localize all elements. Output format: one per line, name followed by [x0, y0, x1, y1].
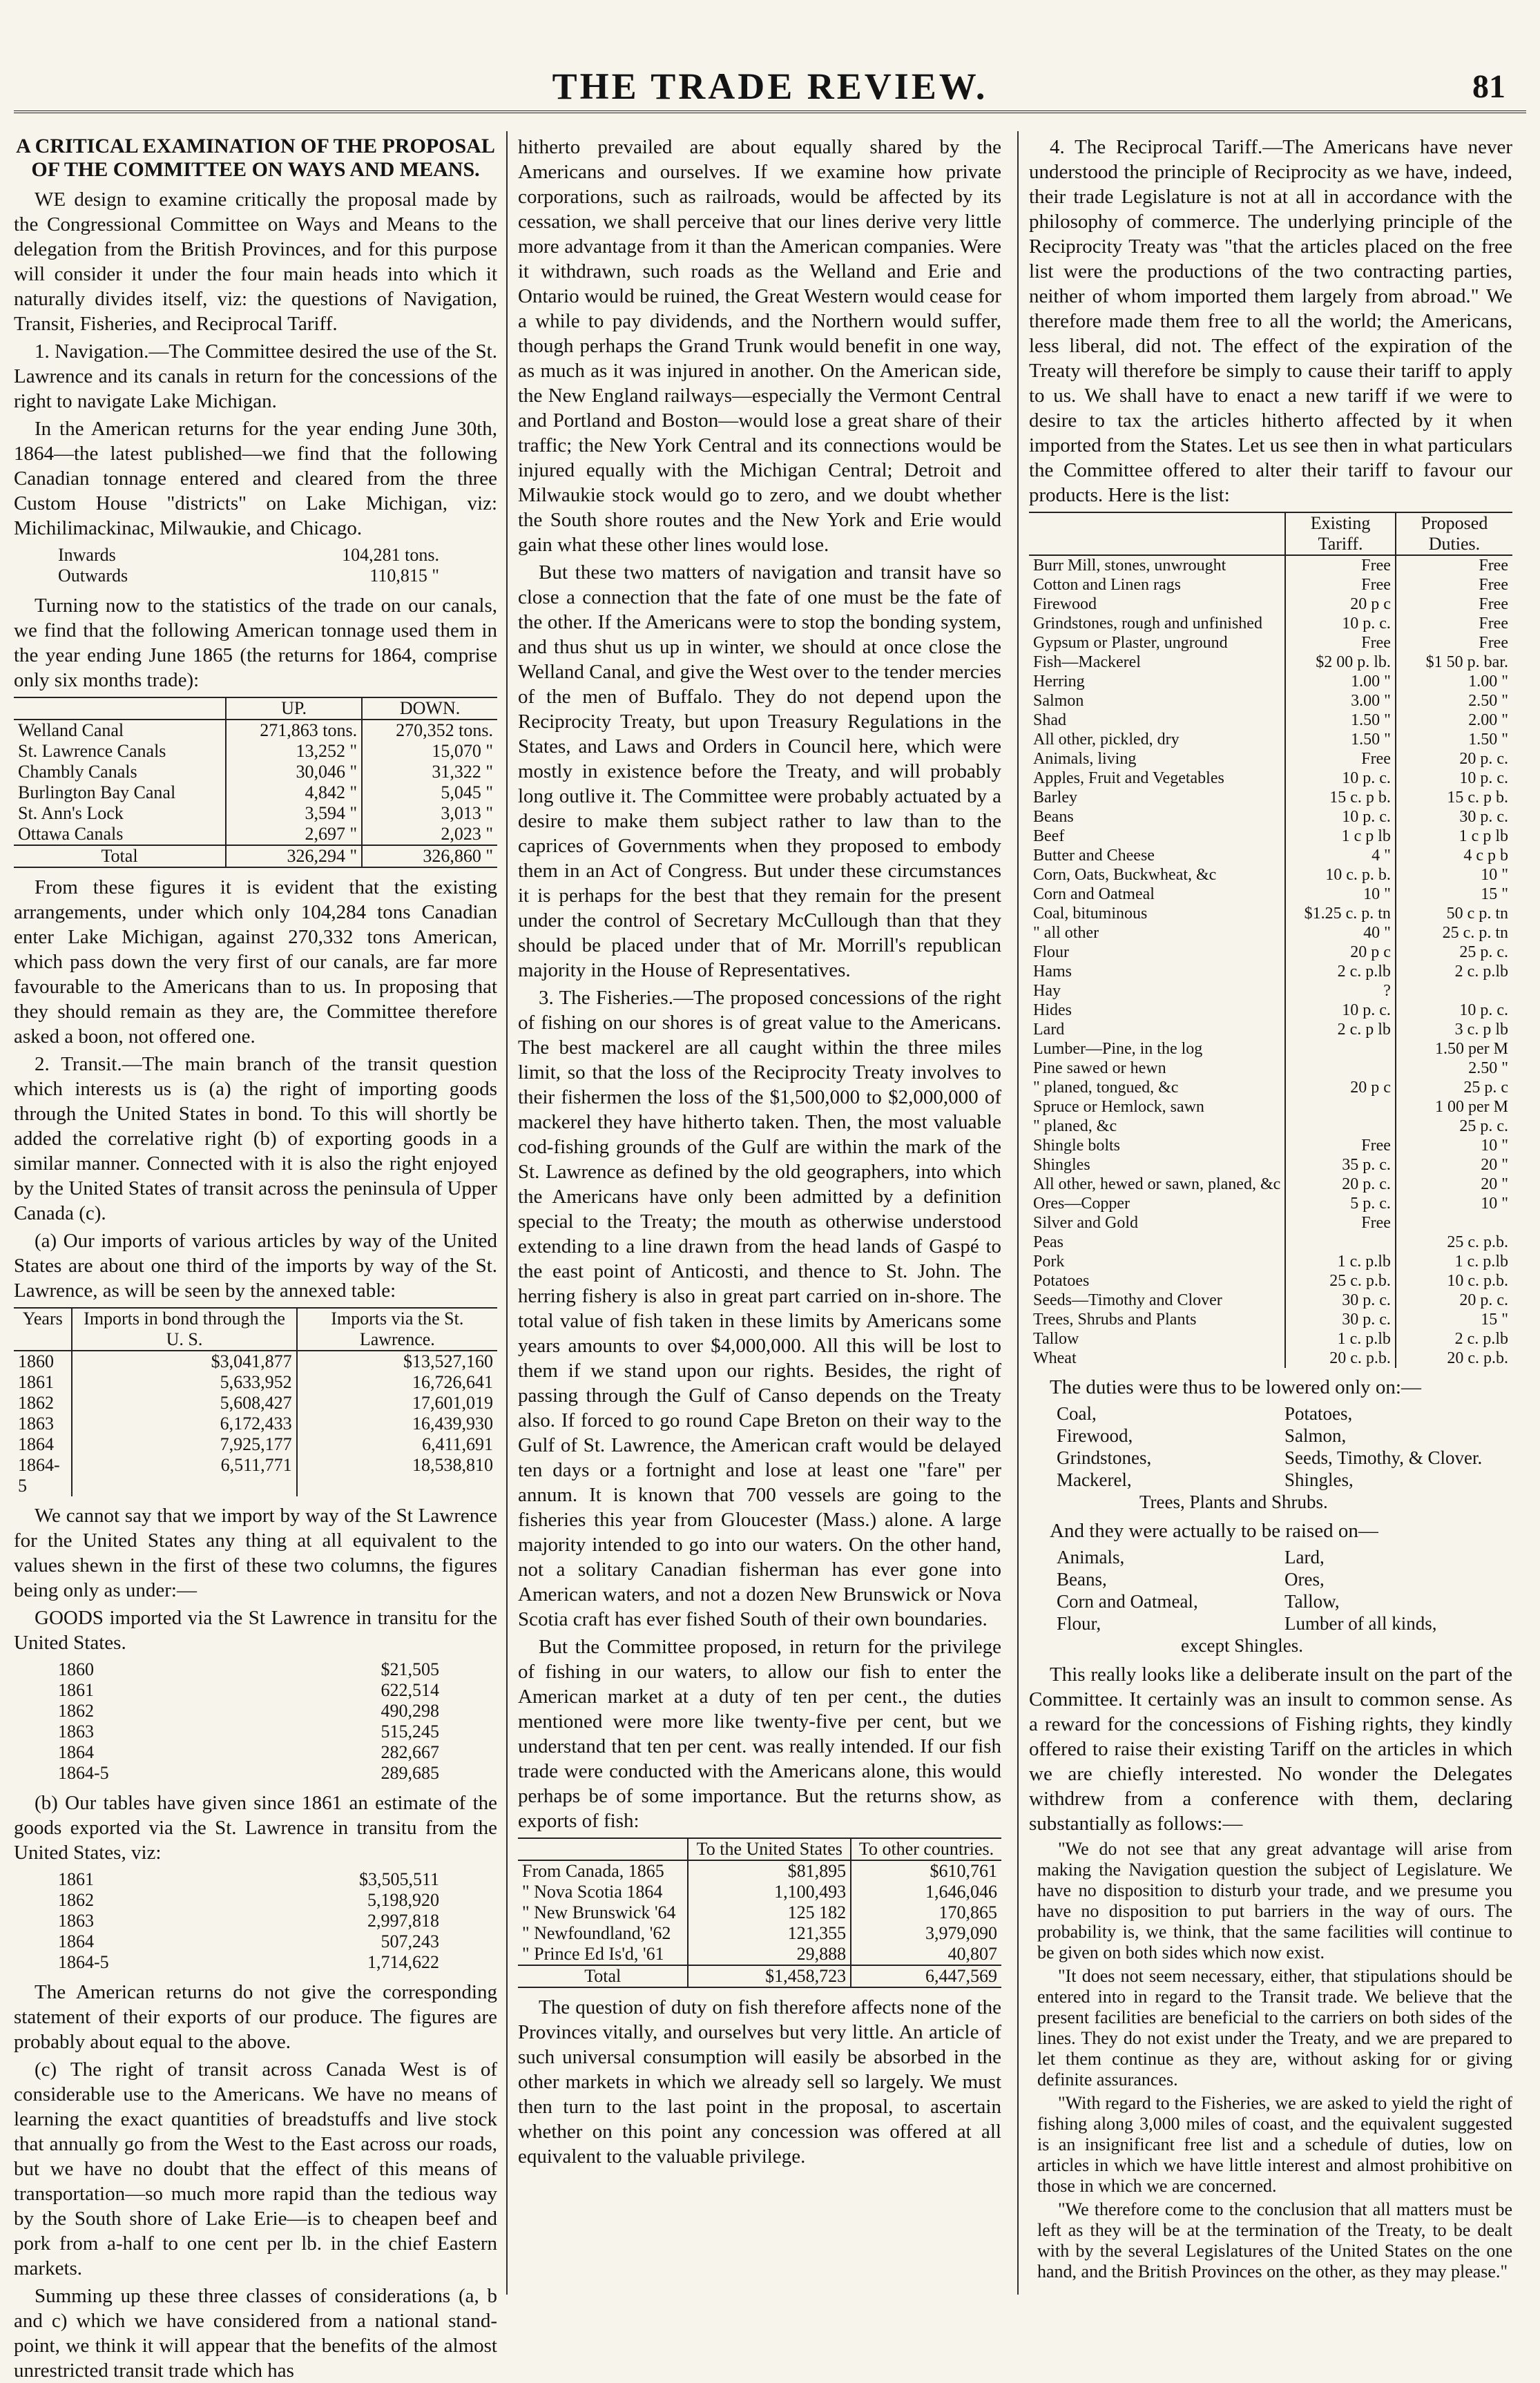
list-item: 1864-5 289,685 [58, 1763, 439, 1783]
list-item: Beans, [1057, 1569, 1107, 1590]
table-row: 1860 $3,041,877 $13,527,160 [14, 1351, 497, 1372]
column-rule [506, 131, 508, 2295]
paragraph: From these figures it is evident that the existing arrangements, under which only 104,284 tons Canadian enter Lake Michigan, against 270,332 tons American, which pass down the very first of our canals, are far more favourable to the Americans than to us. In proposing that they should remain as they are, the Committee therefore asked a boon, not offered one. [14, 876, 497, 1048]
paragraph: (c) The right of transit across Canada West is of considerable use to the Americans. We have no means of learning the exact quantities of breadstuffs and live stock that annually go from the West to the East across our roads, but we have no doubt that the effect of this means of transportation—so much more rapid than the tedious way by the South shore of Lake Erie—is to cheapen beef and pork from a-half to one cent per lb. in the chief Eastern markets. [14, 2058, 497, 2279]
table-row: Silver and Gold Free [1029, 1213, 1512, 1233]
table-row: From Canada, 1865 $81,895 $610,761 [518, 1860, 1001, 1882]
list-item: Lard, [1284, 1547, 1325, 1567]
paragraph: (b) Our tables have given since 1861 an estimate of the goods exported via the St. Lawrence in transitu from the United States, viz: [14, 1792, 497, 1864]
table-row: Beans 10 p. c. 30 p. c. [1029, 807, 1512, 827]
list-item: Outwards 110,815 " [58, 566, 439, 586]
column-rule [1017, 131, 1019, 2295]
table-row: Potatoes 25 c. p.b. 10 c. p.b. [1029, 1271, 1512, 1291]
table-row: Salmon 3.00 " 2.50 " [1029, 691, 1512, 711]
table-row: Shad 1.50 " 2.00 " [1029, 711, 1512, 730]
table-row: Ottawa Canals 2,697 " 2,023 " [14, 824, 497, 845]
table-row: Seeds—Timothy and Clover 30 p. c. 20 p. c. [1029, 1291, 1512, 1310]
list-item: Tallow, [1284, 1591, 1340, 1612]
table-row: " Prince Ed Is'd, '61 29,888 40,807 [518, 1944, 1001, 1965]
table-row: Ores—Copper 5 p. c. 10 " [1029, 1194, 1512, 1213]
table-row: " New Brunswick '64 125 182 170,865 [518, 1902, 1001, 1923]
tonnage-list [55, 545, 442, 586]
paragraph: This really looks like a deliberate insult on the part of the Committee. It certainly was an insult to common sense. As a reward for the concessions of Fishing rights, they kindly offered to raise their existing Tariff on the articles in which we are chiefly interested. No wonder the Delegates withdrew from a conference with them, declaring substantially as follows:— [1029, 1663, 1512, 1835]
list-item: 1863 2,997,818 [58, 1911, 439, 1931]
table-row: Grindstones, rough and unfinished 10 p. c. Free [1029, 614, 1512, 633]
list-item: 1864-5 1,714,622 [58, 1952, 439, 1972]
table-row: 1864-5 6,511,771 18,538,810 [14, 1455, 497, 1496]
table-row: Chambly Canals 30,046 " 31,322 " [14, 762, 497, 782]
table-row: Cotton and Linen rags Free Free [1029, 575, 1512, 595]
table-row: All other, hewed or sawn, planed, &c 20 p. c. 20 " [1029, 1175, 1512, 1194]
fish-exports-table: To the United States To other countries. From Canada, 1865 $81,895 $610,761 " Nova Scotia 1864 1,100,493 1,646,046 " New Brunswick '64 125 182 170,865 " Newfoundland, '62 121,355 3,979,090 " Prince Ed Is'd, '61 29,888 40,807 Total $1,458,723 6,447,569 [518, 1837, 1001, 1988]
table-row: Apples, Fruit and Vegetables 10 p. c. 10 p. c. [1029, 769, 1512, 788]
list-item: Salmon, [1284, 1425, 1347, 1446]
list-item: 1860 $21,505 [58, 1659, 439, 1679]
list-item: Inwards 104,281 tons. [58, 545, 439, 565]
table-row: Firewood 20 p c Free [1029, 595, 1512, 614]
table-row: Wheat 20 c. p.b. 20 c. p.b. [1029, 1349, 1512, 1368]
article-title: A CRITICAL EXAMINATION OF THE PROPOSAL OF THE COMMITTEE ON WAYS AND MEANS. [16, 135, 495, 181]
paragraph: 1. Navigation.—The Committee desired the use of the St. Lawrence and its canals in return for the concessions of the right to navigate Lake Michigan. [14, 340, 497, 412]
table-row: Welland Canal 271,863 tons. 270,352 tons. [14, 720, 497, 741]
table-row: " planed, tongued, &c 20 p c 25 p. c [1029, 1078, 1512, 1097]
paragraph: hitherto prevailed are about equally shared by the Americans and ourselves. If we examine how private corporations, such as railroads, would be affected by its cessation, we shall perceive that our lines derive very little more advantage from it than the American companies. Were it withdrawn, such roads as the Welland and Erie and Ontario would be ruined, the Great Western would cease for a while to pay dividends, and the Northern would suffer, though perhaps the Grand Trunk would benefit in one way, as much as it was injured in another. On the American side, the New England railways—especially the Vermont Central and Portland and Boston—would lose a great share of their traffic; the New York Central and its connections would be injured equally with the Michigan Central; Detroit and Milwaukie stock would go to zero, and we doubt whether the South shore routes and the New York and Erie would gain what these other lines would lose. [518, 136, 1001, 556]
table-row: Corn and Oatmeal 10 " 15 " [1029, 885, 1512, 904]
canal-tonnage-table: UP. DOWN. Welland Canal 271,863 tons. 270,352 tons. St. Lawrence Canals 13,252 " 15,070 " Chambly Canals 30,046 " 31,322 " Burlington Bay Canal 4,842 " 5,045 " St. Ann's Lock 3,594 " 3,013 " Ottawa Canals 2,697 " 2,023 " Total 326,294 " 326,860 " [14, 697, 497, 868]
list-item: 1862 490,298 [58, 1701, 439, 1721]
paragraph: WE design to examine critically the proposal made by the Congressional Committee on Ways and Means to the delegation from the British Provinces, and for this purpose will consider it under the four main heads into which it naturally divides itself, viz: the questions of Navigation, Transit, Fisheries, and Reciprocal Tariff. [14, 189, 497, 335]
table-row: St. Ann's Lock 3,594 " 3,013 " [14, 803, 497, 824]
table-row: Beef 1 c p lb 1 c p lb [1029, 827, 1512, 846]
table-row: Burr Mill, stones, unwrought Free Free [1029, 555, 1512, 575]
paragraph: 2. Transit.—The main branch of the transit question which interests us is (a) the right of importing goods through the United States in bond. To this will shortly be added the correlative right (b) of exporting goods in a similar manner. Connected with it is also the right enjoyed by the United States of transit across the peninsula of Upper Canada (c). [14, 1053, 497, 1224]
table-row: 1863 6,172,433 16,439,930 [14, 1414, 497, 1434]
list-item: Corn and Oatmeal, [1057, 1591, 1198, 1612]
quotation: "We therefore come to the conclusion that all matters must be left as they will be at the termination of the Treaty, to be dealt with by the several Legislatures of the United States on the one hand, and the British Provinces on the other, as they may please." [1037, 2199, 1512, 2281]
lowered-list [1057, 1402, 1512, 1513]
list-item: except Shingles. [1181, 1635, 1303, 1656]
paragraph: We cannot say that we import by way of the St Lawrence for the United States any thing at all equivalent to the values shewn in the first of these two columns, the figures being only as under:— [14, 1505, 497, 1601]
list-item: Ores, [1284, 1569, 1325, 1590]
table-row: Trees, Shrubs and Plants 30 p. c. 15 " [1029, 1310, 1512, 1329]
list-item: Flour, [1057, 1613, 1101, 1634]
paragraph: Summing up these three classes of considerations (a, b and c) which we have considered from a national stand-point, we think it will appear that the benefits of the almost unrestricted transit trade which has [14, 2285, 497, 2382]
list-item: Trees, Plants and Shrubs. [1139, 1492, 1328, 1512]
list-item: 1864 507,243 [58, 1931, 439, 1951]
table-row: Spruce or Hemlock, sawn 1 00 per M [1029, 1097, 1512, 1117]
table-row: All other, pickled, dry 1.50 " 1.50 " [1029, 730, 1512, 749]
column-3 [1029, 135, 1512, 2295]
list-item: 1864 282,667 [58, 1742, 439, 1762]
table-row: Coal, bituminous $1.25 c. p. tn 50 c p. tn [1029, 904, 1512, 923]
table-row: Tallow 1 c. p.lb 2 c. p.lb [1029, 1329, 1512, 1349]
column-2 [518, 135, 1001, 2295]
paragraph: And they were actually to be raised on— [1050, 1520, 1378, 1542]
list-item: Lumber of all kinds, [1284, 1613, 1437, 1634]
paragraph: But the Committee proposed, in return for the privilege of fishing in our waters, to allow our fish to enter the American market at a duty of ten per cent., the duties mentioned were more like twenty-five per cent, but we understand that ten per cent. was really intended. If our fish trade were conducted with the Americans alone, this would perhaps be of some importance. But the returns show, as exports of fish: [518, 1636, 1001, 1832]
list-item: 1863 515,245 [58, 1721, 439, 1742]
table-row: Burlington Bay Canal 4,842 " 5,045 " [14, 782, 497, 803]
table-row: Shingle bolts Free 10 " [1029, 1136, 1512, 1155]
table-row: " planed, &c 25 p. c. [1029, 1117, 1512, 1136]
table-row: 1862 5,608,427 17,601,019 [14, 1393, 497, 1414]
list-item: Grindstones, [1057, 1447, 1152, 1468]
table-row: Herring 1.00 " 1.00 " [1029, 672, 1512, 691]
table-row: Lumber—Pine, in the log 1.50 per M [1029, 1039, 1512, 1059]
paragraph: 3. The Fisheries.—The proposed concessions of the right of fishing on our shores is of great value to the Americans. The best mackerel are all caught within the three miles limit, so that the loss of the Reciprocity Treaty involves to their fishermen the loss of the $1,500,000 to $2,000,000 of mackerel they have hitherto taken. Then, the most valuable cod-fishing grounds of the Gulf are within the mark of the St. Lawrence as defined by the old geographers, into which the Americans have only been admitted by a definition special to the Treaty; the mouth as otherwise understood extending to a line drawn from the head lands of Gaspé to the east point of Anticosti, and thence to St. John. The herring fishery is also in great part carried on in-shore. The total value of fish taken in these limits by Americans some years amounts to over $4,000,000. All this will be lost to them if we stand upon our rights. Besides, the right of passing through the Gulf of Canso depends on the Treaty also. If forced to go round Cape Breton on their way to the Gulf of St. Lawrence, the American craft would be delayed ten days or a fortnight and lose at least one "fare" per annum. It is known that 700 vessels are going to the fisheries this year from Gloucester (Mass.) alone. A large majority intended to go into our waters. On the other hand, not a solitary Canadian fisherman has ever gone into American waters, and not a dozen New Brunswick or Nova Scotia craft has ever fished South of their own boundaries. [518, 987, 1001, 1630]
list-item: Seeds, Timothy, & Clover. [1284, 1447, 1483, 1468]
table-row: St. Lawrence Canals 13,252 " 15,070 " [14, 741, 497, 762]
table-row: Fish—Mackerel $2 00 p. lb. $1 50 p. bar. [1029, 653, 1512, 672]
paragraph: But these two matters of navigation and transit have so close a connection that the fate of one must be the fate of the other. If the Americans were to stop the bonding system, and thus shut us up in winter, we should at once close the Welland Canal, and give the West over to the tender mercies of the men of Buffalo. They do not depend upon the Reciprocity Treaty, but upon Treasury Regulations in the States, and Laws and Orders in Council here, which were mostly in existence before the Treaty, and will probably long outlive it. The Committee were probably actuated by a desire to make them subject rather to law than to the caprices of Governments when they proposed to embody them in an Act of Congress. But under these circumstances it is perhaps for the best that they remain for the present under the control of Secretary McCullough than that they should be placed under that of Mr. Morrill's republican majority in the House of Representatives. [518, 561, 1001, 981]
table-row: Gypsum or Plaster, unground Free Free [1029, 633, 1512, 653]
list-item: 1861 622,514 [58, 1680, 439, 1700]
quotation: "We do not see that any great advantage will arise from making the Navigation question the subject of Legislature. We have no disposition to disturb your trade, and we presume you have no disposition to put barriers in the way of ours. The probability is, we think, that the same facilities will continue to be given on both sides which now exist. [1037, 1839, 1512, 1962]
table-row: Lard 2 c. p lb 3 c. p lb [1029, 1020, 1512, 1039]
page-number: 81 [1472, 68, 1505, 105]
paragraph: Turning now to the statistics of the trade on our canals, we find that the following American tonnage used them in the year ending June 1865 (the returns for 1864, comprise only six months trade): [14, 595, 497, 691]
list-item: 1862 5,198,920 [58, 1890, 439, 1910]
paragraph: 4. The Reciprocal Tariff.—The Americans have never understood the principle of Reciprocity as we have, indeed, their trade Legislature is not at all in accordance with the philosophy of commerce. The underlying principle of the Reciprocity Treaty was "that the articles placed on the free list were the productions of the two contracting parties, neither of whom imported them largely from abroad." We therefore made them free to all the world; the Americans, less liberal, did not. The effect of the expiration of the Treaty will therefore be simply to cause their tariff to apply to us. We shall have to enact a new tariff if we were to desire to tax the articles hitherto affected by it when imported from the States. Let us see then in what particulars the Committee offered to alter their tariff to favour our products. Here is the list: [1029, 136, 1512, 506]
transit-imports-list [55, 1659, 442, 1784]
table-row: 1861 5,633,952 16,726,641 [14, 1372, 497, 1393]
paragraph: The American returns do not give the corresponding statement of their exports of our produce. The figures are probably about equal to the above. [14, 1981, 497, 2053]
duties-table: Existing Tariff. Proposed Duties. Burr Mill, stones, unwrought Free Free Cotton and Linen rags Free Free Firewood 20 p c Free Grindstones, rough and unfinished 10 p. c. Free Gypsum or Plaster, unground Free Free Fish—Mackerel $2 00 p. lb. $1 50 p. bar. Herring 1.00 " 1.00 " Salmon 3.00 " 2.50 " Shad 1.50 " 2.00 " All other, pickled, dry 1.50 " 1.50 " Animals, living Free 20 p. c. Apples, Fruit and Vegetables 10 p. c. 10 p. c. Barley 15 c. p b. 15 c. p b. Beans 10 p. c. 30 p. c. Beef 1 c p lb 1 c p lb Butter and Cheese 4 " 4 c p b Corn, Oats, Buckwheat, &c 10 c. p. b. 10 " Corn and Oatmeal 10 " 15 " Coal, bituminous $1.25 c. p. tn 50 c p. tn " all other 40 " 25 c. p. tn Flour 20 p c 25 p. c. Hams 2 c. p.lb 2 c. p.lb Hay ? Hides 10 p. c. 10 p. c. Lard 2 c. p lb 3 c. p lb Lumber—Pine, in the log 1.50 per M Pine sawed or hewn 2.50 " " planed, tongued, &c 20 p c 25 p. c Spruce or Hemlock, sawn 1 00 per M " planed, &c 25 p. c. Shingle bolts Free 10 " Shingles 35 p. c. 20 " All other, hewed or sawn, planed, &c 20 p. c. 20 " Ores—Copper 5 p. c. 10 " Silver and Gold Free Peas 25 c. p.b. Pork 1 c. p.lb 1 c. p.lb Potatoes 25 c. p.b. 10 c. p.b. Seeds—Timothy and Clover 30 p. c. 20 p. c. Trees, Shrubs and Plants 30 p. c. 15 " Tallow 1 c. p.lb 2 c. p.lb Wheat 20 c. p.b. 20 c. p.b. [1029, 512, 1512, 1368]
table-row: 1864 7,925,177 6,411,691 [14, 1434, 497, 1455]
table-row: Pine sawed or hewn 2.50 " [1029, 1059, 1512, 1078]
table-row: Peas 25 c. p.b. [1029, 1233, 1512, 1252]
page-header [14, 62, 1526, 113]
list-item: Coal, [1057, 1403, 1097, 1424]
table-row: Animals, living Free 20 p. c. [1029, 749, 1512, 769]
list-item: Firewood, [1057, 1425, 1133, 1446]
table-row: Hides 10 p. c. 10 p. c. [1029, 1001, 1512, 1020]
quotation: "With regard to the Fisheries, we are asked to yield the right of fishing along 3,000 miles of coast, and the equivalent suggested is an insignificant free list and a schedule of duties, low on articles in which we have little interest and almost prohibitive on those in which we are concerned. [1037, 2093, 1512, 2196]
page-title: THE TRADE REVIEW. [552, 66, 988, 107]
table-row: Hams 2 c. p.lb 2 c. p.lb [1029, 962, 1512, 981]
table-row: " all other 40 " 25 c. p. tn [1029, 923, 1512, 943]
paragraph: The question of duty on fish therefore affects none of the Provinces vitally, and ourselves but very little. An article of such universal consumption will easily be absorbed in the other markets in which we already sell so largely. We must then turn to the last point in the proposal, to ascertain whether on this point any concession was offered at all equivalent to the valuable privilege. [518, 1996, 1001, 2168]
table-row: Pork 1 c. p.lb 1 c. p.lb [1029, 1252, 1512, 1271]
table-total-row: Total $1,458,723 6,447,569 [518, 1965, 1001, 1987]
paragraph: In the American returns for the year ending June 30th, 1864—the latest published—we find that the following Canadian tonnage entered and cleared from the three Custom House "districts" on Lake Michigan, viz: Michilimackinac, Milwaukie, and Chicago. [14, 418, 497, 539]
table-row: Shingles 35 p. c. 20 " [1029, 1155, 1512, 1175]
table-row: Flour 20 p c 25 p. c. [1029, 943, 1512, 962]
imports-table: Years Imports in bond through the U. S. Imports via the St. Lawrence. 1860 $3,041,877 $13,527,160 1861 5,633,952 16,726,641 1862 5,608,427 17,601,019 1863 6,172,433 16,439,930 1864 7,925,177 6,411,691 1864-5 6,511,771 18,538,810 [14, 1307, 497, 1496]
list-item: Shingles, [1284, 1469, 1354, 1490]
transit-exports-list [55, 1869, 442, 1973]
table-row: " Nova Scotia 1864 1,100,493 1,646,046 [518, 1882, 1001, 1902]
paragraph: The duties were thus to be lowered only on:— [1050, 1376, 1421, 1398]
table-row: Butter and Cheese 4 " 4 c p b [1029, 846, 1512, 865]
column-1 [14, 135, 497, 2382]
list-item: Potatoes, [1284, 1403, 1353, 1424]
table-row: Corn, Oats, Buckwheat, &c 10 c. p. b. 10 " [1029, 865, 1512, 885]
table-row: " Newfoundland, '62 121,355 3,979,090 [518, 1923, 1001, 1944]
list-item: Mackerel, [1057, 1469, 1132, 1490]
paragraph: (a) Our imports of various articles by way of the United States are about one third of the imports by way of the St. Lawrence, as will be seen by the annexed table: [14, 1230, 497, 1302]
raised-list [1057, 1546, 1512, 1657]
table-total-row: Total 326,294 " 326,860 " [14, 845, 497, 867]
quotation: "It does not seem necessary, either, that stipulations should be entered into in regard to the Transit trade. We believe that the present facilities are beneficial to the carriers on both sides of the lines. They do not exist under the Treaty, and we are prepared to let them continue as they are, without asking for or giving definite assurances. [1037, 1966, 1512, 2090]
table-row: Hay ? [1029, 981, 1512, 1001]
paragraph: GOODS imported via the St Lawrence in transitu for the United States. [14, 1607, 497, 1654]
list-item: 1861 $3,505,511 [58, 1869, 439, 1889]
list-item: Animals, [1057, 1547, 1125, 1567]
table-row: Barley 15 c. p b. 15 c. p b. [1029, 788, 1512, 807]
